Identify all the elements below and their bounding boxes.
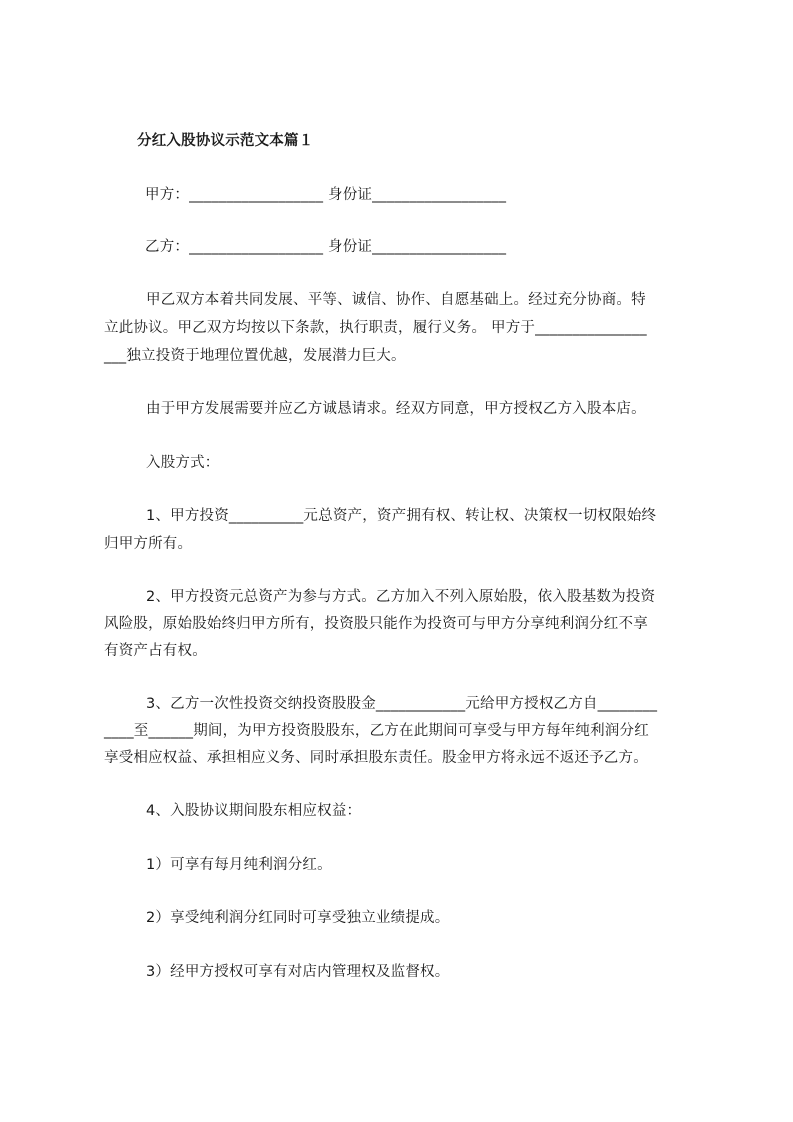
- list-item: 1）可享有每月纯利润分红。: [146, 857, 332, 873]
- clause-line: 2、甲方投资元总资产为参与方式。乙方加入不列入原始股，依入股基数为投资: [146, 589, 656, 605]
- party-a-line: 甲方：__________________ 身份证__________________: [145, 187, 507, 203]
- paragraph-line: 甲乙双方本着共同发展、平等、诚信、协作、自愿基础上。经过充分协商。特: [146, 292, 646, 308]
- list-item: 2）享受纯利润分红同时可享受独立业绩提成。: [146, 910, 450, 926]
- clause-line: 3、乙方一次性投资交纳投资股股金____________元给甲方授权乙方自________: [146, 696, 658, 712]
- clause-line: 有资产占有权。: [104, 643, 207, 659]
- clause-heading: 4、入股协议期间股东相应权益：: [146, 803, 362, 819]
- list-item: 3）经甲方授权可享有对店内管理权及监督权。: [146, 964, 450, 980]
- section-heading: 入股方式：: [146, 455, 220, 471]
- party-b-line: 乙方：__________________ 身份证__________________: [145, 239, 507, 255]
- clause-line: 归甲方所有。: [104, 536, 193, 552]
- paragraph-line: 由于甲方发展需要并应乙方诚恳请求。经双方同意，甲方授权乙方入股本店。: [146, 401, 646, 417]
- clause-line: 享受相应权益、承担相应义务、同时承担股东责任。股金甲方将永远不返还予乙方。: [104, 750, 648, 766]
- clause-line: 1、甲方投资__________元总资产，资产拥有权、转让权、决策权一切权限始终: [146, 508, 657, 524]
- paragraph-line: ___独立投资于地理位置优越，发展潜力巨大。: [104, 348, 406, 364]
- paragraph-line: 立此协议。甲乙双方均按以下条款，执行职责，履行义务。 甲方于_______________: [104, 320, 647, 336]
- clause-line: 风险股，原始股始终归甲方所有，投资股只能作为投资可与甲方分享纯利润分红不享: [104, 616, 648, 632]
- document-title: 分红入股协议示范文本篇１: [137, 133, 314, 149]
- clause-line: ____至______期间，为甲方投资股股东，乙方在此期间可享受与甲方每年纯利润分红: [104, 723, 649, 739]
